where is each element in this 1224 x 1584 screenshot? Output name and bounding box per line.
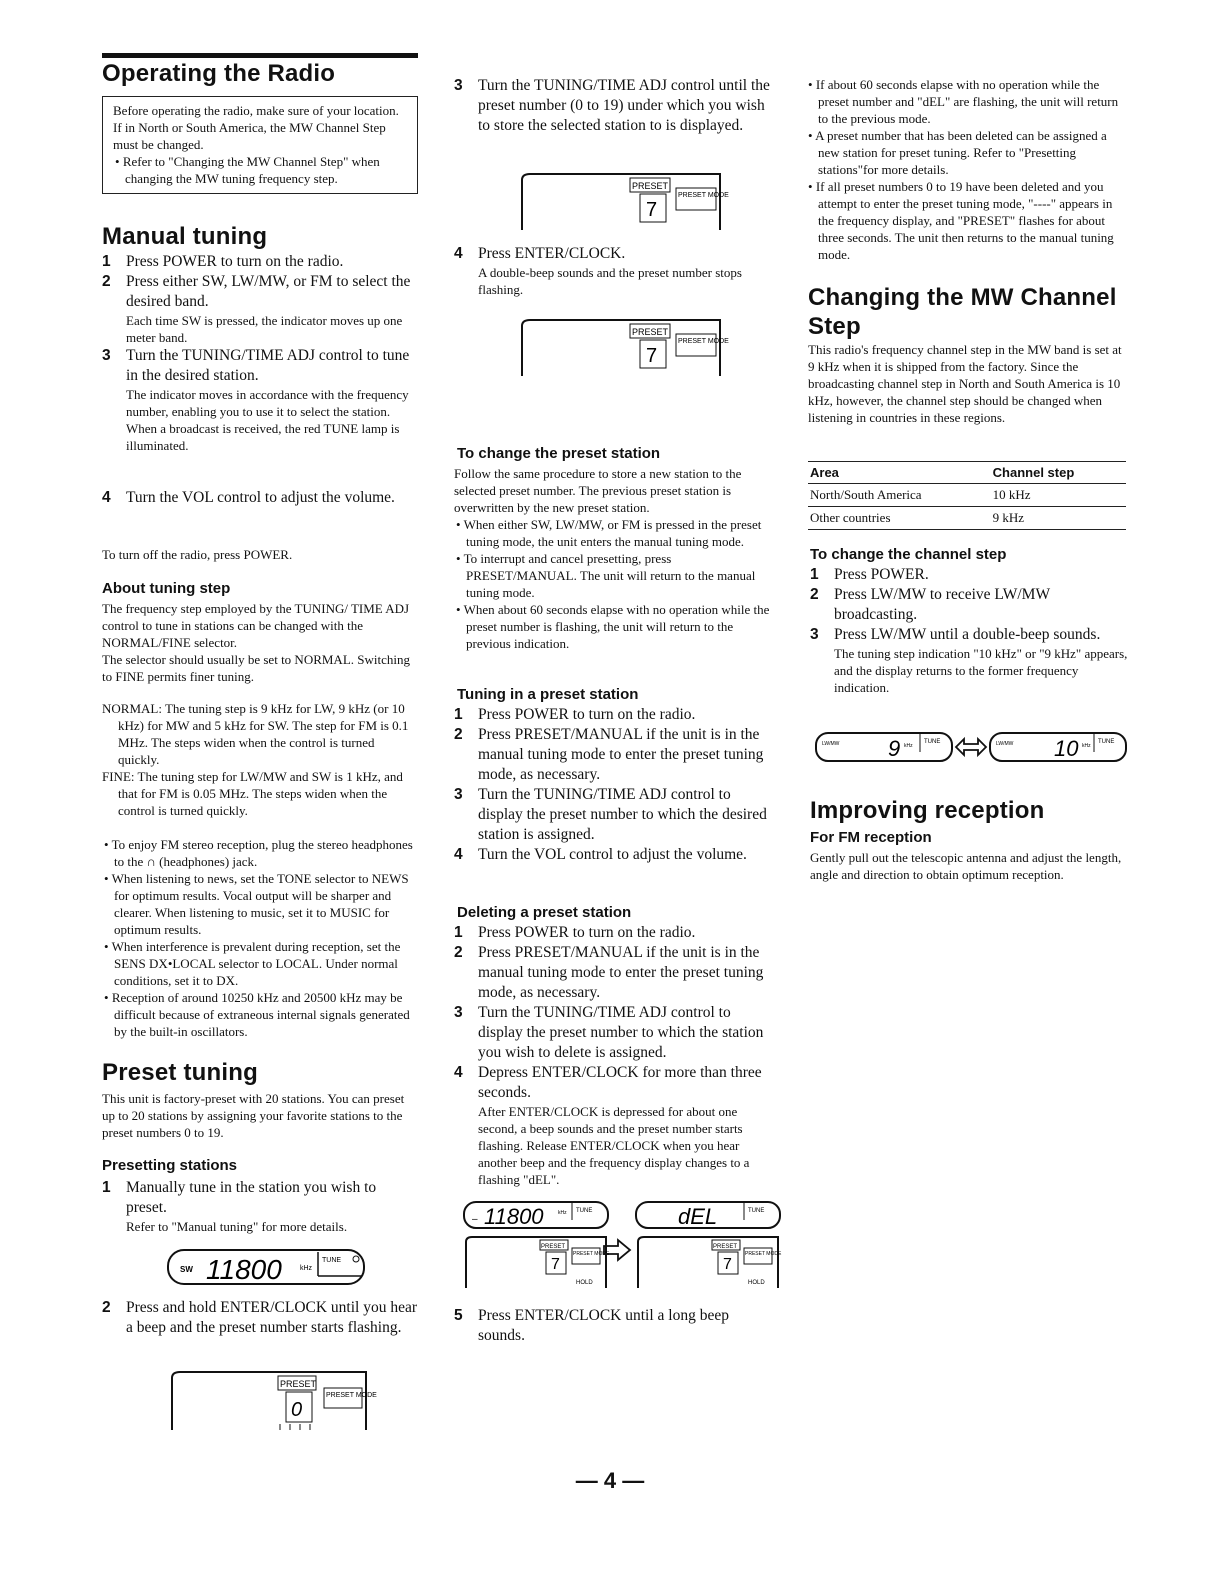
presetting-step2 — [102, 1298, 418, 1338]
band-label: LW/MW — [996, 741, 1014, 747]
definition-normal: NORMAL: The tuning step is 9 kHz for LW, 9 kHz (or 10 kHz) for MW and 5 kHz for SW. The step for FM is 0.1 MHz. The steps widen when the control is turned quickly. — [102, 701, 409, 767]
header-channel-step: Channel step — [991, 462, 1126, 484]
step-item: 2 Press PRESET/MANUAL if the unit is in the manual tuning mode to enter the preset tuning mode, as necessary. — [454, 944, 764, 1001]
band-label: SW — [180, 1265, 193, 1274]
lcd-step-10-display — [988, 730, 1128, 764]
lcd-frame — [636, 1234, 784, 1290]
lcd-del-display — [634, 1200, 782, 1230]
note-box-text: Before operating the radio, make sure of your location. If in North or South America, the MW Channel Step must be changed. — [113, 103, 399, 152]
step-item: 1 Press POWER to turn on the radio. — [102, 253, 344, 270]
subsection-title-tuning-step: About tuning step — [102, 580, 231, 597]
list-item: • If about 60 seconds elapse with no operation while the preset number and "dEL" are flashing, the unit will return to the previous mode. — [808, 77, 1119, 126]
change-channel-steps — [810, 565, 1128, 696]
list-item: • To interrupt and cancel presetting, press PRESET/MANUAL. The unit will return to the manual tuning mode. — [456, 551, 756, 600]
tune-label: TUNE — [576, 1208, 593, 1214]
presetting-step4 — [454, 244, 772, 298]
cell-step: 9 kHz — [991, 507, 1126, 530]
section-title-improving-reception: Improving reception — [810, 797, 1045, 824]
unit-label: kHz — [300, 1265, 313, 1272]
lcd-preset-display — [520, 316, 729, 378]
preset-label: PRESET — [713, 1244, 738, 1250]
step-item: 3 Turn the TUNING/TIME ADJ control to tune in the desired station. — [102, 347, 410, 384]
manual-tuning-step4 — [102, 488, 418, 508]
lcd-preset-display — [520, 170, 729, 232]
manual-tuning-steps — [102, 252, 418, 454]
arrow-both-icon — [954, 736, 988, 758]
subsection-title-fm-reception: For FM reception — [810, 829, 932, 846]
list-item: • When either SW, LW/MW, or FM is pressed in the preset tuning mode, the unit enters the manual tuning mode. — [456, 517, 762, 549]
mw-intro: This radio's frequency channel step in the MW band is set at 9 kHz when it is shipped from the factory. Since the broadcasting channel step in North and South America is 10 kHz, however, the channel step should be changed when listening in countries in these regions. — [808, 342, 1122, 425]
tune-label: TUNE — [924, 739, 941, 745]
preset-digit: 7 — [723, 1256, 732, 1273]
preset-mode-label: PRESET MODE — [678, 338, 729, 345]
step-item: 2 Press LW/MW to receive LW/MW broadcasting. — [810, 586, 1050, 623]
table-row — [808, 484, 1126, 507]
list-item: • When listening to news, set the TONE selector to NEWS for optimum results. Vocal output will be sharper and clearer. When listening to music, set it to MUSIC for optimum results. — [104, 871, 409, 937]
section-title-mw-channel-step: Changing the MW Channel Step — [808, 284, 1117, 340]
preset-mode-label: PRESET MODE — [745, 1251, 782, 1257]
subsection-title-change-preset: To change the preset station — [457, 445, 661, 462]
definition-fine: FINE: The tuning step for LW/MW and SW is 1 kHz, and that for FM is 0.05 MHz. The steps widen when the control is turned quickly. — [102, 769, 403, 818]
lcd-frame — [462, 1200, 610, 1230]
lcd-frequency-display — [462, 1200, 610, 1230]
tune-label: TUNE — [322, 1257, 342, 1264]
hold-label: HOLD — [748, 1280, 765, 1286]
cell-step: 10 kHz — [991, 484, 1126, 507]
paragraph: The selector should usually be set to NORMAL. Switching to FINE permits finer tuning. — [102, 652, 410, 684]
unit-label: kHz — [1082, 743, 1091, 749]
change-preset-text — [454, 465, 772, 652]
preset-label: PRESET — [632, 327, 669, 337]
lcd-preset-hold-display — [636, 1234, 784, 1290]
preset-mode-label: PRESET MODE — [573, 1251, 610, 1257]
section-title-preset-tuning: Preset tuning — [102, 1059, 258, 1086]
list-item: • To enjoy FM stereo reception, plug the stereo headphones to the ∩ (headphones) jack. — [104, 837, 413, 869]
delete-step5 — [454, 1306, 772, 1346]
subsection-title-change-channel-step: To change the channel step — [810, 546, 1007, 563]
step-digits: 9 — [888, 736, 901, 761]
list-item: • When interference is prevalent during reception, set the SENS DX•LOCAL selector to LOCAL. Under normal conditions, set it to DX. — [104, 939, 401, 988]
preset-digit: 0 — [291, 1399, 303, 1421]
arrow-right-icon — [602, 1238, 632, 1262]
step-note: The tuning step indication "10 kHz" or "9 kHz" appears, and the display returns to the former frequency indication. — [834, 646, 1128, 695]
preset-intro: This unit is factory-preset with 20 stations. You can preset up to 20 stations by assigning your favorite stations to the preset numbers 0 to 19. — [102, 1091, 405, 1140]
step-item: 4 Turn the VOL control to adjust the volume. — [454, 846, 747, 863]
section-title-operating: Operating the Radio — [102, 60, 336, 87]
step-item: 1 Press POWER to turn on the radio. — [454, 706, 696, 723]
tune-label: TUNE — [1098, 739, 1115, 745]
presetting-step3 — [454, 76, 772, 136]
tuning-preset-steps — [454, 705, 772, 865]
cell-area: North/South America — [808, 484, 991, 507]
step-item: 4 Turn the VOL control to adjust the volume. — [102, 489, 395, 506]
table-row — [808, 507, 1126, 530]
unit-label: kHz — [558, 1210, 567, 1216]
note-box-bullet: • Refer to "Changing the MW Channel Step" when changing the MW tuning frequency step. — [115, 154, 380, 186]
step-item: 4 Depress ENTER/CLOCK for more than three seconds. — [454, 1064, 762, 1101]
lcd-frame — [520, 316, 729, 378]
list-item: • When about 60 seconds elapse with no operation while the preset number is flashing, the unit will return to the previous indication. — [456, 602, 770, 651]
delete-notes-list — [806, 76, 1128, 263]
list-item: • If all preset numbers 0 to 19 have been deleted and you attempt to enter the preset tuning mode, "----" appears in the frequency display, and "PRESET" flashes for about three seconds. The unit then returns to the manual tuning mode. — [808, 179, 1114, 262]
step-item: 2 Press and hold ENTER/CLOCK until you hear a beep and the preset number starts flashing. — [102, 1299, 418, 1336]
step-item: 5 Press ENTER/CLOCK until a long beep sounds. — [454, 1307, 729, 1344]
paragraph: The frequency step employed by the TUNING/ TIME ADJ control to tune in stations can be changed with the NORMAL/FINE selector. — [102, 601, 410, 650]
step-item: 4 Press ENTER/CLOCK. — [454, 245, 626, 262]
page-number: — 4 — — [575, 1468, 645, 1493]
step-note: When a broadcast is received, the red TUNE lamp is illuminated. — [126, 421, 400, 453]
preset-mode-label: PRESET MODE — [678, 192, 729, 199]
step-item: 3 Turn the TUNING/TIME ADJ control until the preset number (0 to 19) under which you wish to store the selected station to is displayed. — [454, 77, 770, 134]
preset-mode-label: PRESET MODE — [326, 1392, 377, 1399]
lcd-preset-display — [170, 1368, 377, 1432]
lcd-frame — [166, 1248, 366, 1286]
step-item: 3 Turn the TUNING/TIME ADJ control to display the preset number to which the desired station is assigned. — [454, 786, 767, 843]
lcd-frame — [520, 170, 729, 232]
step-item: 2 Press either SW, LW/MW, or FM to select the desired band. — [102, 273, 411, 310]
list-item: • Reception of around 10250 kHz and 20500 kHz may be difficult because of extraneous internal signals generated by the built-in oscillators. — [104, 990, 410, 1039]
del-digits: dEL — [678, 1204, 718, 1229]
step-note: The indicator moves in accordance with the frequency number, enabling you to use it to select the station. — [126, 387, 409, 419]
section-title-manual-tuning: Manual tuning — [102, 223, 268, 250]
tips-list — [102, 836, 418, 1040]
lcd-frame — [170, 1368, 377, 1432]
lcd-frame — [464, 1234, 612, 1290]
delete-preset-steps — [454, 923, 772, 1188]
preset-label: PRESET — [280, 1379, 317, 1389]
unit-label: kHz — [904, 743, 913, 749]
subsection-title-tuning-preset: Tuning in a preset station — [457, 686, 639, 703]
channel-step-table — [808, 461, 1126, 530]
power-off-note: To turn off the radio, press POWER. — [102, 547, 293, 562]
subsection-title-delete-preset: Deleting a preset station — [457, 904, 632, 921]
lcd-frequency-display — [166, 1248, 366, 1286]
lcd-step-9-display — [814, 730, 954, 764]
preset-label: PRESET — [541, 1244, 566, 1250]
lcd-frame — [988, 730, 1128, 764]
frequency-digits: 11800 — [206, 1254, 282, 1285]
list-item: • A preset number that has been deleted can be assigned a new station for preset tuning. Refer to "Presetting stations"for more details. — [808, 128, 1107, 177]
step-item: 3 Turn the TUNING/TIME ADJ control to display the preset number to which the station you wish to delete is assigned. — [454, 1004, 764, 1061]
tuning-step-definitions — [102, 700, 418, 819]
preset-digit: 7 — [551, 1256, 560, 1273]
cell-area: Other countries — [808, 507, 991, 530]
note-box — [102, 96, 418, 194]
preset-label: PRESET — [632, 181, 669, 191]
presetting-step1 — [102, 1178, 418, 1235]
step-item: 1 Manually tune in the station you wish to preset. — [102, 1179, 377, 1216]
step-item: 3 Press LW/MW until a double-beep sounds. — [810, 626, 1101, 643]
step-note: Each time SW is pressed, the indicator moves up one meter band. — [126, 313, 403, 345]
paragraph: Follow the same procedure to store a new station to the selected preset number. The previous preset station is overwritten by the new preset station. — [454, 466, 742, 515]
preset-digit: 7 — [646, 199, 658, 221]
step-item: 1 Press POWER. — [810, 566, 929, 583]
title-rule — [102, 53, 418, 58]
preset-digit: 7 — [646, 345, 658, 367]
step-note: A double-beep sounds and the preset number stops flashing. — [478, 265, 742, 297]
lcd-preset-hold-display — [464, 1234, 612, 1290]
step-item: 2 Press PRESET/MANUAL if the unit is in the manual tuning mode to enter the preset tuning mode, as necessary. — [454, 726, 764, 783]
fm-reception-text: Gently pull out the telescopic antenna and adjust the length, angle and direction to obtain optimum reception. — [810, 850, 1122, 882]
tune-label: TUNE — [748, 1208, 765, 1214]
svg-text:–: – — [472, 1214, 478, 1225]
subsection-title-presetting: Presetting stations — [102, 1157, 238, 1174]
tuning-step-text — [102, 600, 418, 685]
lcd-frame — [634, 1200, 782, 1230]
hold-label: HOLD — [576, 1280, 593, 1286]
step-item: 1 Press POWER to turn on the radio. — [454, 924, 696, 941]
step-digits: 10 — [1054, 736, 1079, 761]
step-note: After ENTER/CLOCK is depressed for about one second, a beep sounds and the preset number starts flashing. Release ENTER/CLOCK when you hear another beep and the frequency display changes to a flashing "dEL". — [478, 1104, 750, 1187]
table-header-row — [808, 462, 1126, 484]
lcd-frame — [814, 730, 954, 764]
header-area: Area — [808, 462, 991, 484]
step-note: Refer to "Manual tuning" for more details. — [126, 1219, 348, 1234]
band-label: LW/MW — [822, 741, 840, 747]
frequency-digits: 11800 — [484, 1204, 544, 1229]
